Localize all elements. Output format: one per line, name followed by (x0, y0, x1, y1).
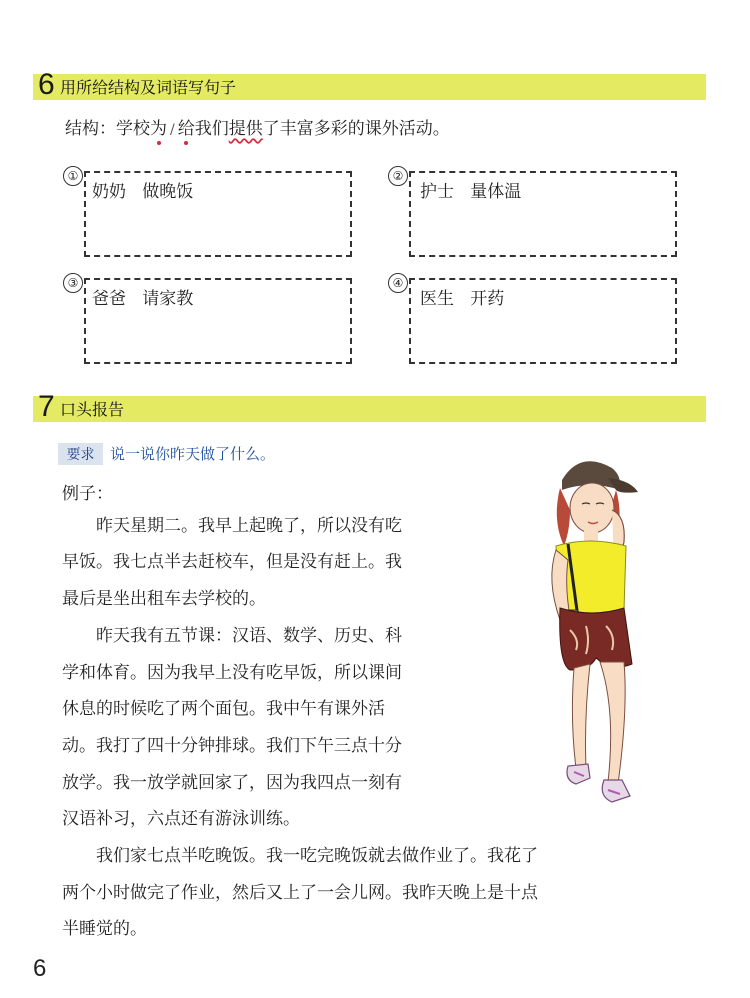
structure-school: 学校 (116, 119, 150, 139)
emphasis-dot (157, 141, 161, 145)
structure-gei: 给 (178, 119, 195, 139)
example-line: 昨天我有五节课：汉语、数学、历史、科 (62, 626, 402, 646)
structure-rest: 了丰富多彩的课外活动。 (262, 119, 450, 139)
box-4-number: ④ (388, 273, 408, 293)
example-line: 两个小时做完了作业，然后又上了一会儿网。我昨天晚上是十点 (62, 883, 538, 903)
section-7-header-bar (33, 396, 706, 422)
structure-tigong: 提供 (228, 119, 263, 139)
requirement-text: 说一说你昨天做了什么。 (110, 445, 276, 463)
requirement-tag: 要求 (58, 443, 103, 465)
example-line: 动。我打了四十分钟排球。我们下午三点十分 (62, 736, 402, 756)
example-line: 我们家七点半吃晚饭。我一吃完晚饭就去做作业了。我花了 (62, 846, 538, 866)
section-7-number: 7 (38, 390, 55, 423)
example-line: 早饭。我七点半去赶校车，但是没有赶上。我 (62, 552, 402, 572)
box-1-words: 奶奶 做晚饭 (92, 182, 194, 202)
example-line: 汉语补习，六点还有游泳训练。 (62, 809, 300, 829)
structure-wei: 为 (150, 119, 167, 139)
box-2-words: 护士 量体温 (420, 182, 522, 202)
structure-sentence (65, 116, 450, 143)
example-line: 最后是坐出租车去学校的。 (62, 589, 266, 609)
box-1-number: ① (63, 166, 83, 186)
structure-label: 结构： (65, 119, 116, 139)
section-6-number: 6 (38, 68, 55, 101)
structure-women: 我们 (194, 119, 229, 139)
example-line: 学和体育。因为我早上没有吃早饭，所以课间 (62, 663, 402, 683)
box-4-words: 医生 开药 (420, 289, 505, 309)
box-3-words: 爸爸 请家教 (92, 289, 194, 309)
example-line: 昨天星期二。我早上起晚了，所以没有吃 (62, 516, 402, 536)
example-line: 半睡觉的。 (62, 919, 147, 939)
box-2-number: ② (388, 166, 408, 186)
example-line: 放学。我一放学就回家了，因为我四点一刻有 (62, 773, 402, 793)
section-7-title: 口头报告 (60, 400, 125, 419)
section-6-title: 用所给结构及词语写句子 (60, 78, 237, 97)
example-label: 例子： (62, 484, 113, 504)
example-line: 休息的时候吃了两个面包。我中午有课外活 (62, 699, 385, 719)
girl-illustration (520, 450, 660, 820)
page-number: 6 (33, 955, 47, 982)
structure-slash: / (170, 122, 175, 138)
emphasis-dot (184, 141, 188, 145)
box-3-number: ③ (63, 273, 83, 293)
